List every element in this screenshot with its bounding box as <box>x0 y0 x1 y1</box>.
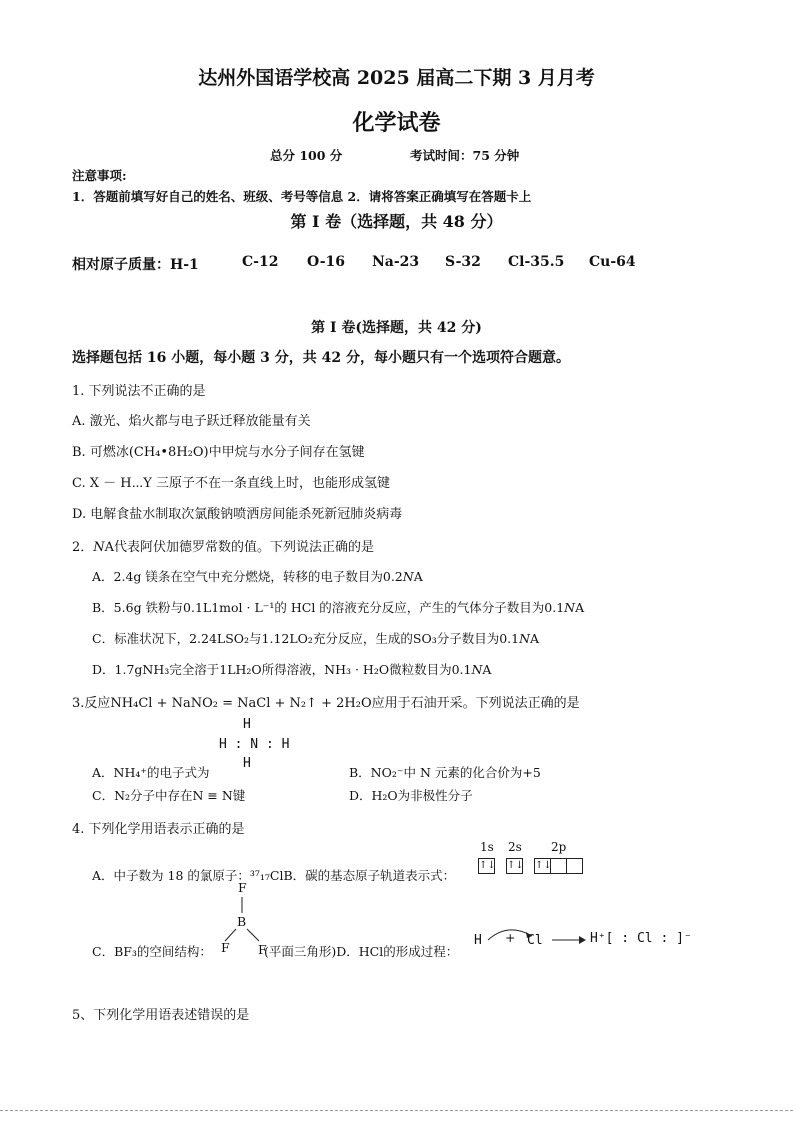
question-1-option-d: D. 电解食盐水制取次氯酸钠喷洒房间能杀死新冠肺炎病毒 <box>72 507 403 522</box>
page-bottom-divider <box>0 1110 793 1111</box>
question-1-option-a: A. 激光、焰火都与电子跃迁释放能量有关 <box>72 414 311 429</box>
question-2-option-d: D．1.7gNH₃完全溶于1LH₂O所得溶液，NH₃ · H₂O微粒数目为0.1𝑁A <box>92 662 492 677</box>
orbital-box-1s: ↑↓ <box>478 858 495 874</box>
bf3-f-left: F <box>221 940 230 955</box>
question-4-option-c-prefix: C．BF₃的空间结构： <box>92 944 212 959</box>
hcl-cl-atom: Cl <box>527 933 543 948</box>
total-score: 总分 100 分 <box>270 148 343 163</box>
hcl-plus: + <box>505 930 516 945</box>
question-5-stem: 5、下列化学用语表述错误的是 <box>72 1008 250 1023</box>
notice-heading: 注意事项: <box>72 168 127 183</box>
atomic-mass-label: 相对原子质量：H-1 <box>72 257 199 273</box>
question-2-option-b: B．5.6g 铁粉与0.1L1mol · L⁻¹的 HCl 的溶液充分反应，产生的气体分子数目为0.1𝑁A <box>92 600 585 615</box>
orbital-label-1s: 1s <box>480 840 494 854</box>
question-3-stem: 3.反应NH₄Cl + NaNO₂ = NaCl + N₂↑ + 2H₂O应用于石油开采。下列说法正确的是 <box>72 696 580 711</box>
atomic-mass-item: Cl-35.5 <box>508 254 565 270</box>
section-intro: 选择题包括 16 小题，每小题 3 分，共 42 分，每小题只有一个选项符合题意。 <box>72 350 570 366</box>
question-2-stem: 2．𝑁A代表阿伏加德罗常数的值。下列说法正确的是 <box>72 540 375 555</box>
reaction-arrow <box>552 934 588 946</box>
hcl-h-atom: H <box>474 933 482 948</box>
orbital-box-2s: ↑↓ <box>506 858 523 874</box>
hcl-product: H⁺[ : Cl : ]⁻ <box>590 931 692 946</box>
atomic-mass-item: Cu-64 <box>589 254 636 270</box>
question-2-option-c: C．标准状况下，2.24LSO₂与1.12LO₂充分反应，生成的SO₃分子数目为0.1𝑁A <box>92 631 540 646</box>
orbital-box-2p-1: ↑↓ <box>534 858 551 874</box>
exam-title: 达州外国语学校高 2025 届高二下期 3 月月考 <box>198 67 595 89</box>
section-title: 第 Ⅰ 卷（选择题，共 48 分） <box>290 212 503 231</box>
notice-item: 1．答题前填写好自己的姓名、班级、考号等信息 2．请将答案正确填写在答题卡上 <box>72 189 532 204</box>
bf3-b: B <box>237 914 247 929</box>
question-4-stem: 4. 下列化学用语表示正确的是 <box>72 822 245 837</box>
bf3-f-top: F <box>238 880 247 895</box>
orbital-box-2p-2 <box>550 858 567 874</box>
question-2-option-a: A．2.4g 镁条在空气中充分燃烧，转移的电子数目为0.2𝑁A <box>92 569 423 584</box>
lewis-h-top: H <box>243 717 251 732</box>
bf3-f-right: F <box>258 942 267 957</box>
bf3-bonds <box>215 893 275 945</box>
atomic-mass-item: Na-23 <box>372 254 420 270</box>
orbital-label-2p: 2p <box>551 840 567 854</box>
orbital-label-2s: 2s <box>508 840 522 854</box>
question-4-option-a-b: A．中子数为 18 的氯原子：³⁷₁₇ClB．碳的基态原子轨道表示式： <box>92 868 456 883</box>
exam-time: 考试时间：75 分钟 <box>410 148 520 163</box>
atomic-mass-item: S-32 <box>445 254 481 270</box>
question-1-option-c: C. X － H⋯Y 三原子不在一条直线上时，也能形成氢键 <box>72 476 391 491</box>
question-3-option-a: A．NH₄⁺的电子式为 <box>92 765 210 780</box>
question-3-option-c: C．N₂分子中存在N ≡ N键 <box>92 788 246 803</box>
exam-subtitle: 化学试卷 <box>352 110 441 136</box>
atomic-mass-item: C-12 <box>242 254 279 270</box>
question-4-option-c-suffix: (平面三角形)D．HCl的形成过程： <box>264 944 459 959</box>
lewis-h-n-h: H : N : H <box>219 737 290 752</box>
question-1-stem: 1. 下列说法不正确的是 <box>72 384 206 399</box>
atomic-mass-item: O-16 <box>307 254 346 270</box>
lewis-h-bottom: H <box>243 756 251 771</box>
question-3-option-d: D．H₂O为非极性分子 <box>349 788 473 803</box>
section-title: 第 I 卷(选择题，共 42 分) <box>311 320 482 336</box>
question-1-option-b: B. 可燃冰(CH₄•8H₂O)中甲烷与水分子间存在氢键 <box>72 445 365 460</box>
orbital-box-2p-3 <box>566 858 583 874</box>
question-3-option-b: B．NO₂⁻中 N 元素的化合价为+5 <box>349 765 541 780</box>
